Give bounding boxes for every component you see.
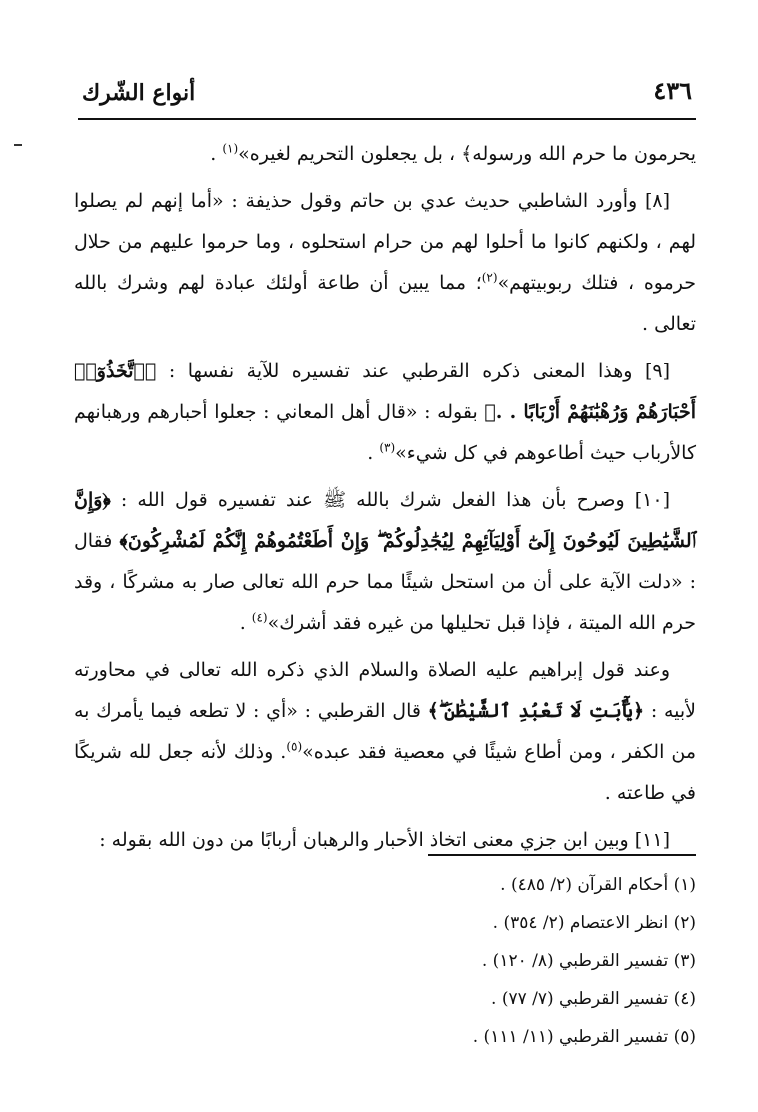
footnote-ref: (٤) (251, 610, 268, 625)
footnote-item: (٥) تفسير القرطبي (١١/ ١١١) . (472, 1027, 696, 1047)
footnote-ref: (٣) (379, 440, 396, 455)
body-text (74, 134, 696, 867)
margin-mark (14, 144, 22, 146)
footnote-item: (١) أحكام القرآن (٢/ ٤٨٥) . (500, 875, 696, 895)
paragraph: يحرمون ما حرم الله ورسوله﴾ ، بل يجعلون التحريم لغيره»$^{(١)}$ . (210, 141, 696, 165)
footnotes (74, 866, 696, 1056)
quran-verse: ﴿وَإِنَّ ٱلشَّيَٰطِينَ لَيُوحُونَ إِلَىٰٓ أَوْلِيَآئِهِمْ لِيُجَٰدِلُوكُمْ ۖ وَإِنْ أَطَعْتُمُوهُمْ إِنَّكُمْ لَمُشْرِكُونَ﴾ (74, 489, 697, 552)
footnote-item: (٣) تفسير القرطبي (٨/ ١٢٠) . (481, 951, 696, 971)
footnote-item: (٢) انظر الاعتصام (٢/ ٣٥٤) . (492, 913, 696, 933)
quran-verse: ﴿يَٰٓأَبَتِ لَا تَعْبُدِ ٱلشَّيْطَٰنَ ۖ﴾ (427, 700, 645, 722)
quran-verse: ﴿ٱتَّخَذُوٓا۟ أَحْبَارَهُمْ وَرُهْبَٰنَهُمْ أَرْبَابًا . .﴾ (74, 360, 697, 423)
running-title: أنواع الشّرك (82, 80, 196, 106)
footnote-divider (428, 854, 696, 856)
paragraph: وعند قول إبراهيم عليه الصلاة والسلام الذي ذكره الله تعالى في محاورته لأبيه : ﴿يَٰٓأَبَتِ لَا تَعْبُدِ ٱلشَّيْطَٰنَ ۖ﴾ قال القرطبي : «أي : لا تطعه فيما يأمرك به من الكفر ، ومن أطاع شيئًا في معصية فقد عبده»$^{(٥)}$. وذلك لأنه جعل لله شريكًا في طاعته . (74, 659, 696, 804)
page-number: ٤٣٦ (653, 76, 692, 105)
paragraph: [٨] وأورد الشاطبي حديث عدي بن حاتم وقول حذيفة : «أما إنهم لم يصلوا لهم ، ولكنهم كانوا ما أحلوا لهم من حرام استحلوه ، وما حرموا عليهم من حلال حرموه ، فتلك ربوبيتهم»$^{(٢)}$؛ مما يبين أن طاعة أولئك عبادة لهم وشرك بالله تعالى . (74, 190, 696, 335)
footnote-ref: (١) (222, 141, 239, 156)
footnote-ref: (٥) (286, 739, 303, 754)
paragraph: [١١] وبين ابن جزي معنى اتخاذ الأحبار والرهبان أربابًا من دون الله بقوله : (99, 829, 670, 851)
footnote-ref: (٢) (481, 270, 498, 285)
page-header (78, 74, 696, 120)
footnote-item: (٤) تفسير القرطبي (٧/ ٧٧) . (491, 989, 696, 1009)
paragraph: [٩] وهذا المعنى ذكره القرطبي عند تفسيره للآية نفسها : ﴿ٱتَّخَذُوٓا۟ أَحْبَارَهُمْ وَرُهْبَٰنَهُمْ أَرْبَابًا . .﴾ بقوله : «قال أهل المعاني : جعلوا أحبارهم ورهبانهم كالأرباب حيث أطاعوهم في كل شيء»$^{(٣)}$ . (74, 360, 697, 464)
paragraph: [١٠] وصرح بأن هذا الفعل شرك بالله ﷺ عند تفسيره قول الله : ﴿وَإِنَّ ٱلشَّيَٰطِينَ لَيُوحُونَ إِلَىٰٓ أَوْلِيَآئِهِمْ لِيُجَٰدِلُوكُمْ ۖ وَإِنْ أَطَعْتُمُوهُمْ إِنَّكُمْ لَمُشْرِكُونَ﴾ فقال : «دلت الآية على أن من استحل شيئًا مما حرم الله تعالى صار به مشركًا ، وقد حرم الله الميتة ، فإذا قبل تحليلها من غيره فقد أشرك»$^{(٤)}$ . (74, 489, 697, 634)
